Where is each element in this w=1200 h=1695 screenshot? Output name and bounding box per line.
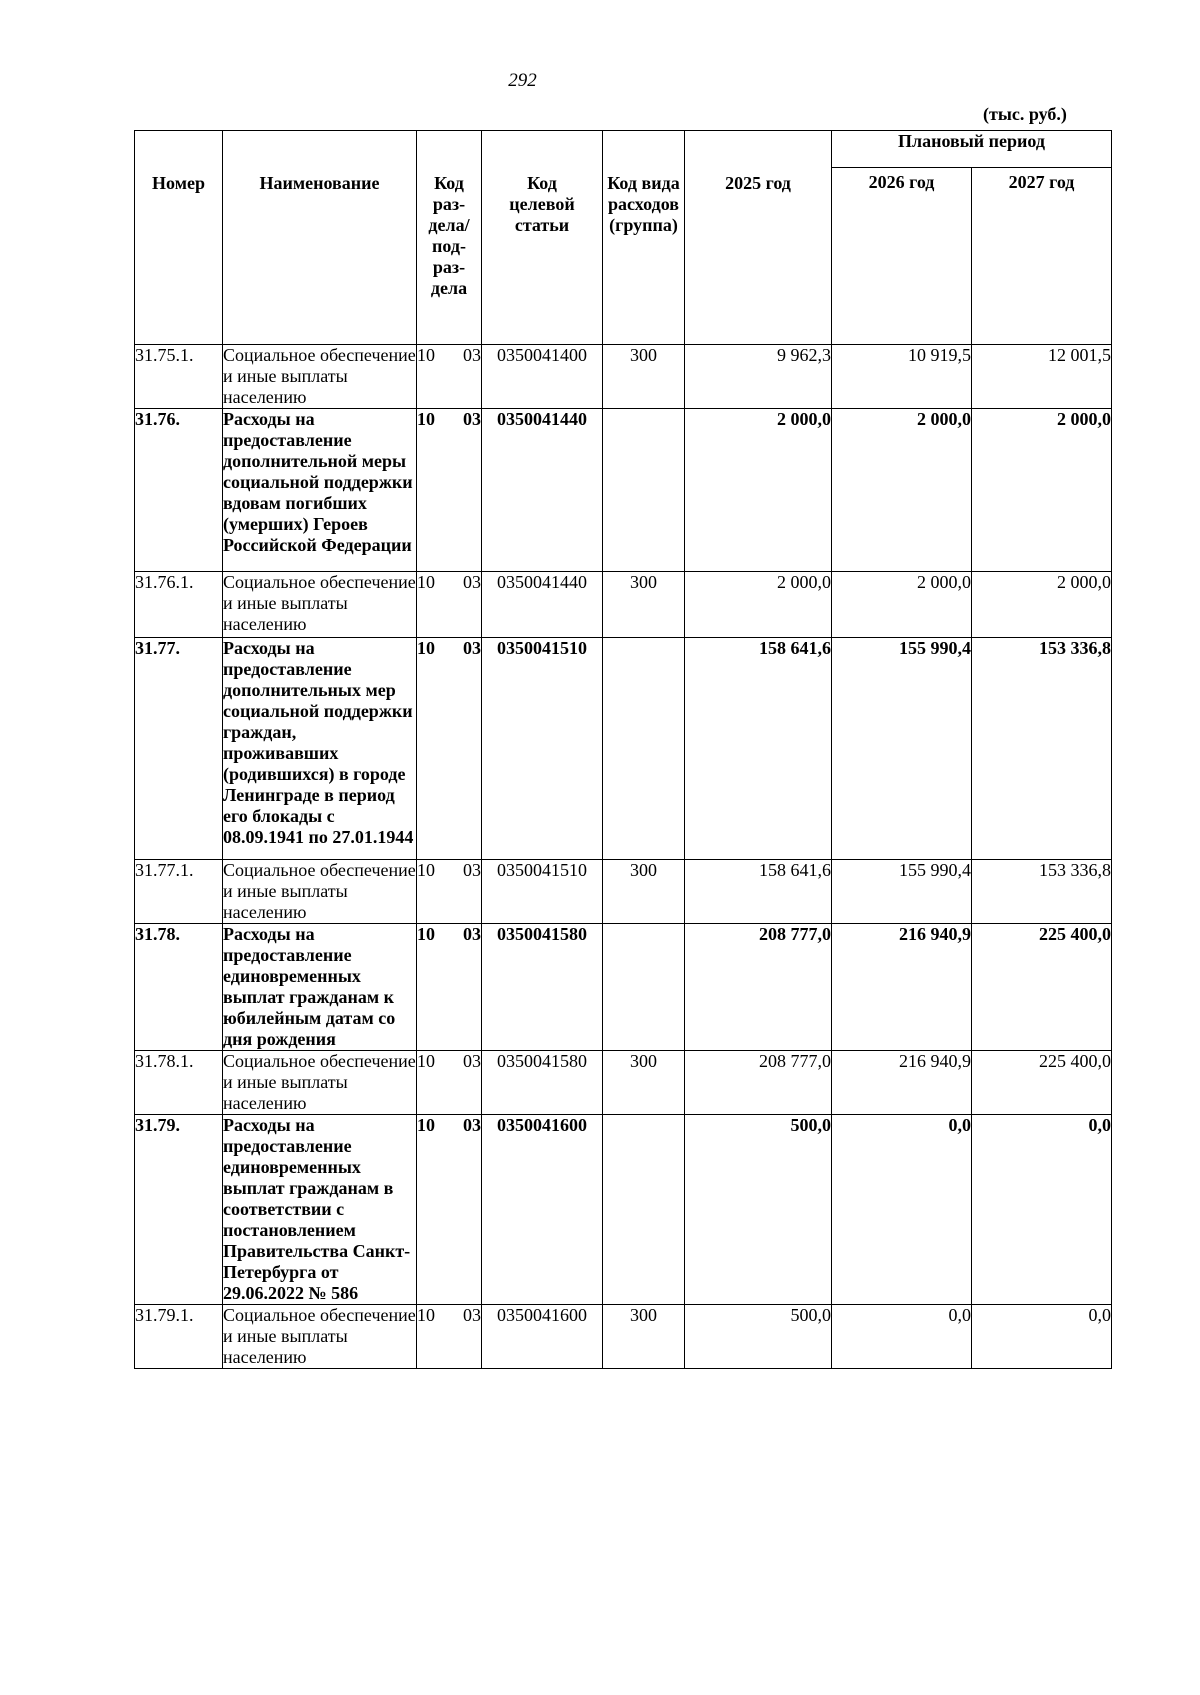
row-section-code [417,924,482,1051]
subsection-code: 03 [463,1305,481,1325]
table-row [135,1051,1112,1115]
section-code: 10 [417,1305,435,1325]
header-line: Код вида [607,173,680,193]
row-name: Расходы на предоставление единовременных выплат гражданам в соответствии с постановлением Правительства Санкт-Петербурга от 29.06.2022 № 586 [223,1115,417,1305]
table-row [135,1115,1112,1305]
header-kind [603,131,685,345]
row-amount-2025: 9 962,3 [685,345,832,409]
row-amount-2025: 158 641,6 [685,638,832,860]
header-line: статьи [514,215,570,235]
row-section-code [417,572,482,638]
row-kind-code: 300 [603,860,685,924]
subsection-code: 03 [463,572,481,592]
row-name: Социальное обеспечение и иные выплаты населению [223,1051,416,1113]
row-name: Социальное обеспечение и иные выплаты населению [223,345,416,407]
row-number: 31.79.1. [135,1305,223,1369]
table-body [135,345,1112,1369]
section-code: 10 [417,924,435,944]
table-row [135,409,1112,572]
row-name: Расходы на предоставление дополнительных мер социальной поддержки граждан, проживавших (родившихся) в городе Ленинграде в период его блокады с 08.09.1941 по 27.01.1944 [223,638,417,860]
table-row [135,1305,1112,1369]
subsection-code: 03 [463,345,481,365]
section-code: 10 [417,638,435,658]
table-row [135,860,1112,924]
row-amount-2027: 2 000,0 [972,572,1112,638]
header-line: дела/ [428,215,470,235]
row-number: 31.75.1. [135,345,223,409]
row-kind-code: 300 [603,572,685,638]
row-name: Расходы на предоставление дополнительной меры социальной поддержки вдовам погибших (умерших) Героев Российской Федерации [223,409,417,572]
row-target-code: 0350041440 [482,409,603,572]
row-number: 31.78.1. [135,1051,223,1115]
row-section-code [417,409,482,572]
row-amount-2027: 153 336,8 [972,860,1112,924]
row-number: 31.77. [135,638,223,860]
row-number: 31.76.1. [135,572,223,638]
row-amount-2027: 0,0 [972,1115,1112,1305]
subsection-code: 03 [463,638,481,658]
row-target-code: 0350041510 [482,638,603,860]
table-row [135,345,1112,409]
header-line: дела [430,278,468,298]
row-kind-code [603,409,685,572]
row-amount-2026: 216 940,9 [832,924,972,1051]
row-name: Социальное обеспечение и иные выплаты населению [223,860,416,922]
header-line: раз- [432,257,466,277]
row-number: 31.78. [135,924,223,1051]
row-amount-2026: 155 990,4 [832,638,972,860]
subsection-code: 03 [463,860,481,880]
row-name: Социальное обеспечение и иные выплаты населению [223,1305,416,1367]
row-target-code: 0350041400 [482,345,603,409]
subsection-code: 03 [463,1115,481,1135]
row-amount-2025: 500,0 [685,1115,832,1305]
section-code: 10 [417,1051,435,1071]
row-amount-2025: 208 777,0 [685,1051,832,1115]
row-amount-2026: 216 940,9 [832,1051,972,1115]
page-number: 292 [508,70,537,91]
table-row [135,924,1112,1051]
row-amount-2027: 0,0 [972,1305,1112,1369]
row-section-code [417,638,482,860]
header-line: раз- [432,194,466,214]
header-line: (группа) [609,215,678,235]
row-kind-code [603,638,685,860]
row-kind-code: 300 [603,345,685,409]
row-name: Социальное обеспечение и иные выплаты населению [223,572,417,638]
header-line: под- [432,236,466,256]
row-kind-code [603,924,685,1051]
header-year-2025: 2025 год [685,131,832,345]
row-amount-2026: 2 000,0 [832,409,972,572]
row-amount-2025: 208 777,0 [685,924,832,1051]
row-amount-2025: 2 000,0 [685,409,832,572]
row-target-code: 0350041600 [482,1115,603,1305]
row-amount-2027: 12 001,5 [972,345,1112,409]
row-kind-code: 300 [603,1051,685,1115]
section-code: 10 [417,572,435,592]
row-amount-2025: 2 000,0 [685,572,832,638]
units-label: (тыс. руб.) [983,104,1067,124]
header-year-2026: 2026 год [832,168,972,345]
row-section-code [417,1051,482,1115]
row-section-code [417,1305,482,1369]
row-target-code: 0350041510 [482,860,603,924]
table-row [135,638,1112,860]
row-amount-2027: 153 336,8 [972,638,1112,860]
row-number: 31.76. [135,409,223,572]
row-amount-2026: 0,0 [832,1305,972,1369]
row-amount-2026: 10 919,5 [832,345,972,409]
row-target-code: 0350041580 [482,924,603,1051]
row-target-code: 0350041580 [482,1051,603,1115]
header-target [482,131,603,345]
row-name: Расходы на предоставление единовременных выплат гражданам к юбилейным датам со дня рождения [223,924,417,1051]
table-row [135,572,1112,638]
header-number: Номер [135,131,223,345]
row-kind-code [603,1115,685,1305]
section-code: 10 [417,409,435,429]
header-line: Код [527,173,557,193]
section-code: 10 [417,860,435,880]
header-year-2027: 2027 год [972,168,1112,345]
header-section [417,131,482,345]
header-name: Наименование [223,131,417,345]
header-planned-period: Плановый период [832,131,1112,168]
row-amount-2025: 500,0 [685,1305,832,1369]
subsection-code: 03 [463,924,481,944]
section-code: 10 [417,1115,435,1135]
header-line: Код [434,173,464,193]
row-amount-2026: 0,0 [832,1115,972,1305]
header-line: целевой [509,194,575,214]
row-section-code [417,345,482,409]
subsection-code: 03 [463,1051,481,1071]
subsection-code: 03 [463,409,481,429]
row-amount-2025: 158 641,6 [685,860,832,924]
header-line: расходов [608,194,679,214]
row-section-code [417,860,482,924]
row-amount-2026: 155 990,4 [832,860,972,924]
row-target-code: 0350041600 [482,1305,603,1369]
row-section-code [417,1115,482,1305]
row-number: 31.79. [135,1115,223,1305]
section-code: 10 [417,345,435,365]
row-number: 31.77.1. [135,860,223,924]
row-target-code: 0350041440 [482,572,603,638]
budget-table [134,130,1112,1369]
row-amount-2026: 2 000,0 [832,572,972,638]
row-amount-2027: 225 400,0 [972,924,1112,1051]
row-kind-code: 300 [603,1305,685,1369]
row-amount-2027: 225 400,0 [972,1051,1112,1115]
row-amount-2027: 2 000,0 [972,409,1112,572]
